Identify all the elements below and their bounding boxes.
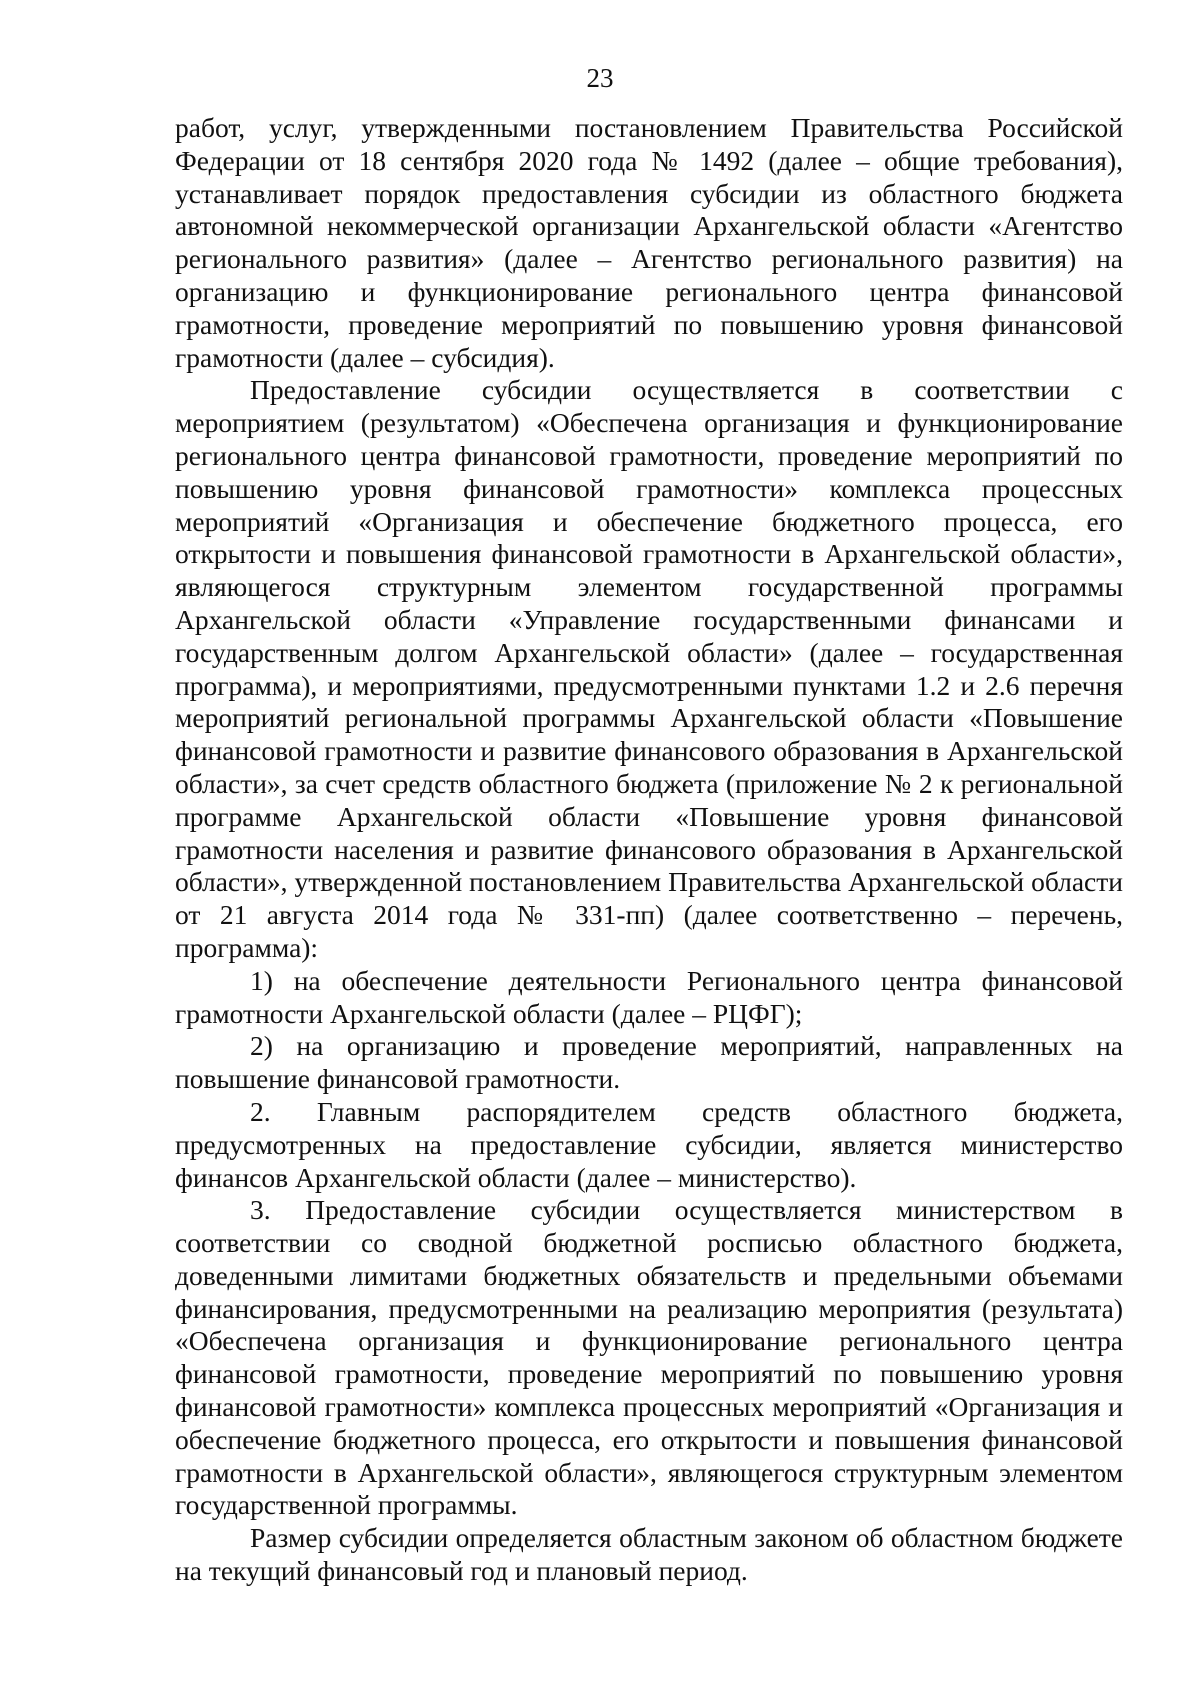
list-item-2: 2) на организацию и проведение мероприятий, направленных на повышение финансовой грамотности. [175, 1030, 1123, 1095]
clause-2: 2. Главным распорядителем средств областного бюджета, предусмотренных на предоставление субсидии, является министерство финансов Архангельской области (далее – министерство). [175, 1095, 1123, 1193]
document-body [175, 112, 1123, 1588]
clause-3: 3. Предоставление субсидии осуществляется министерством в соответствии со сводной бюджетной росписью областного бюджета, доведенными лимитами бюджетных обязательств и предельными объемами финансирования, предусмотренными на реализацию мероприятия (результата) «Обеспечена организация и функционирование регионального центра финансовой грамотности, проведение мероприятий по повышению уровня финансовой грамотности» комплекса процессных мероприятий «Организация и обеспечение бюджетного процесса, его открытости и повышения финансовой грамотности в Архангельской области», являющегося структурным элементом государственной программы. [175, 1194, 1123, 1521]
paragraph-subsidy-provision: Предоставление субсидии осуществляется в соответствии с мероприятием (результатом) «Обеспечена организация и функционирование регионального центра финансовой грамотности, проведение мероприятий по повышению уровня финансовой грамотности» комплекса процессных мероприятий «Организация и обеспечение бюджетного процесса, его открытости и повышения финансовой грамотности в Архангельской области», являющегося структурным элементом государственной программы Архангельской области «Управление государственными финансами и государственным долгом Архангельской области» (далее – государственная программа), и мероприятиями, предусмотренными пунктами 1.2 и 2.6 перечня мероприятий региональной программы Архангельской области «Повышение финансовой грамотности и развитие финансового образования в Архангельской области», за счет средств областного бюджета (приложение № 2 к региональной программе Архангельской области «Повышение уровня финансовой грамотности населения и развитие финансового образования в Архангельской области», утвержденной постановлением Правительства Архангельской области от 21 августа 2014 года № 331-пп) (далее соответственно – перечень, программа): [175, 374, 1123, 963]
page-number: 23 [586, 63, 614, 93]
paragraph-subsidy-size: Размер субсидии определяется областным законом об областном бюджете на текущий финансовый год и плановый период. [175, 1522, 1123, 1587]
paragraph-continuation: работ, услуг, утвержденными постановлением Правительства Российской Федерации от 18 сентября 2020 года № 1492 (далее – общие требования), устанавливает порядок предоставления субсидии из областного бюджета автономной некоммерческой организации Архангельской области «Агентство регионального развития» (далее – Агентство регионального развития) на организацию и функционирование регионального центра финансовой грамотности, проведение мероприятий по повышению уровня финансовой грамотности (далее – субсидия). [175, 112, 1123, 373]
list-item-1: 1) на обеспечение деятельности Регионального центра финансовой грамотности Архангельской области (далее – РЦФГ); [175, 964, 1123, 1029]
